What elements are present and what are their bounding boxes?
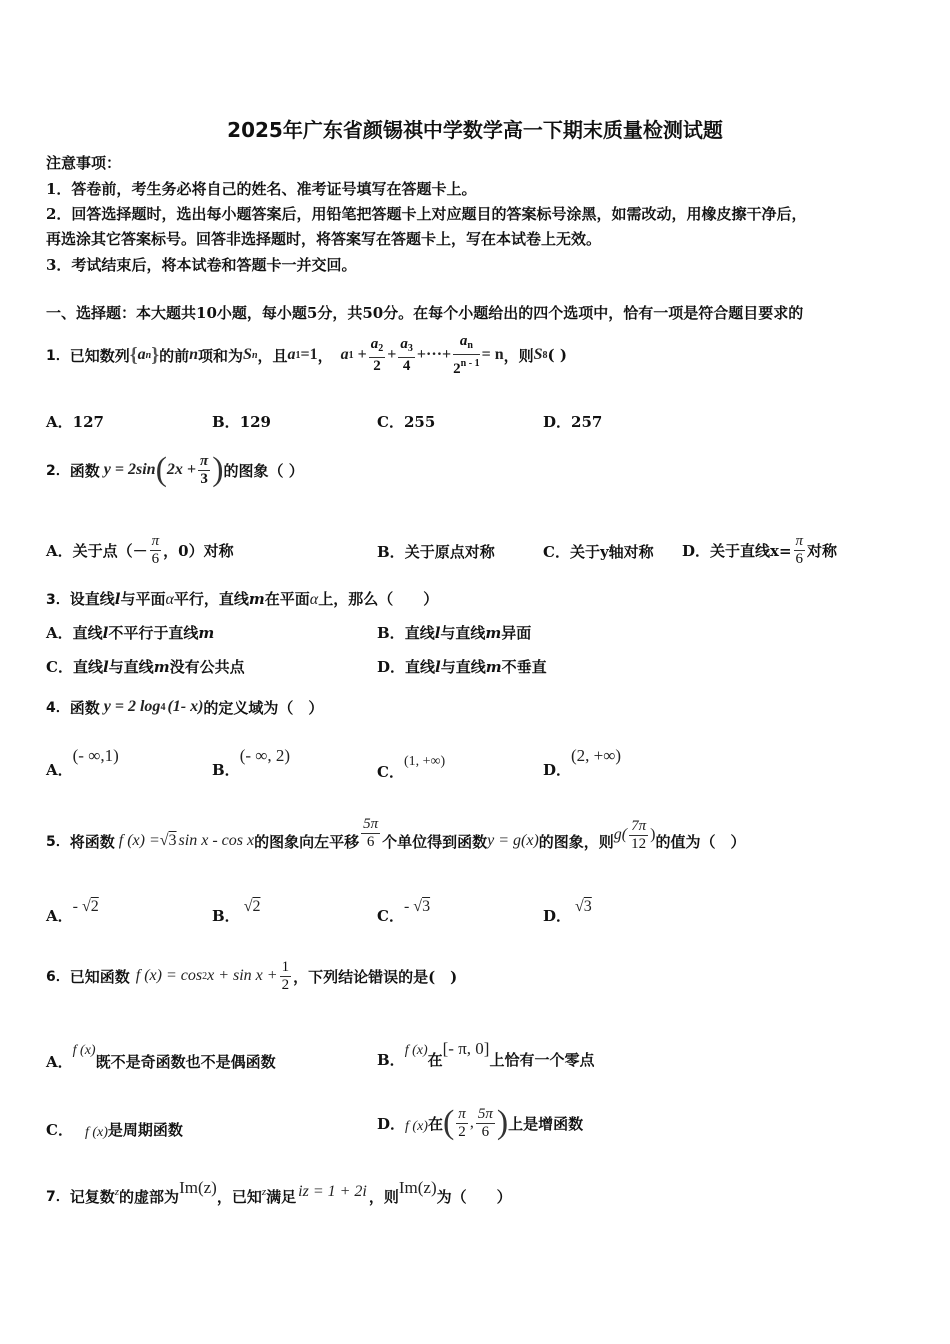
math-expr: y = 2sin bbox=[103, 461, 156, 478]
math-sub: 1 bbox=[348, 349, 354, 361]
q4-option-d: D．(2, +∞) bbox=[543, 746, 622, 779]
math-dots: +···+ bbox=[416, 346, 452, 363]
q6-option-d: D． f (x) 在 ( $\frac{\pi}{2}$ , $\frac{5\pi}{6}$ ) 上是增函数 bbox=[377, 1104, 584, 1141]
q1-answer-paren: ( ) bbox=[547, 346, 567, 364]
question-3: 3．设直线l与平面α平行，直线m在平面α上，那么（ ） bbox=[46, 590, 439, 608]
fraction: $\frac{a_3}{4}$ bbox=[400, 335, 413, 374]
q5-option-b: B． √2 bbox=[212, 898, 261, 925]
q3-option-b: B．直线l与直线m异面 bbox=[377, 624, 532, 642]
q3-option-c: C．直线l与直线m没有公共点 bbox=[46, 658, 245, 676]
q6-option-b: B． f (x) 在 [- π, 0] 上恰有一个零点 bbox=[377, 1039, 595, 1069]
brace-left: { bbox=[129, 343, 138, 366]
q1-option-b: B．129 bbox=[212, 413, 271, 431]
notice-item-3: 3．考试结束后，将本试卷和答题卡一并交回。 bbox=[46, 256, 357, 274]
math-S: S bbox=[243, 346, 252, 363]
math-eq: =1 bbox=[300, 346, 318, 363]
q1-text: ， bbox=[317, 346, 333, 365]
q1-option-d: D．257 bbox=[543, 413, 603, 431]
q4-option-c: C．(1, +∞) bbox=[377, 754, 446, 781]
question-number: 2． bbox=[46, 463, 70, 479]
q1-text: 项和为 bbox=[198, 346, 244, 365]
q1-text: ，则 bbox=[503, 346, 534, 365]
q2-text: 函数 bbox=[69, 461, 100, 480]
math-sub: n bbox=[251, 349, 258, 361]
notice-item-2-cont: 再选涂其它答案标号。回答非选择题时，将答案写在答题卡上，写在本试卷上无效。 bbox=[46, 230, 602, 248]
q5-option-d: D． √3 bbox=[543, 898, 592, 925]
q5-option-a: A．- √2 bbox=[46, 898, 99, 925]
brace-right: } bbox=[151, 343, 160, 366]
math-sub: 1 bbox=[295, 349, 301, 361]
fraction: $\frac{\pi}{3}$ bbox=[200, 452, 209, 487]
question-5: 5． 将函数 f (x) = √ 3 sin x - cos x 的图象向左平移 $\frac{5\pi}{6}$ 个单位得到函数 y = g(x) 的图象，则 g( $\frac{7\pi}{12}$ ) 的值为（ ） bbox=[46, 815, 746, 852]
q1-text: 的前 bbox=[159, 346, 190, 365]
math-a1: a bbox=[287, 346, 296, 363]
q1-option-c: C．255 bbox=[377, 413, 436, 431]
fraction: $\frac{a_n}{2^{n - 1}}$ bbox=[453, 332, 480, 377]
question-4: 4． 函数 y = 2 log 4 (1- x) 的定义域为（ ） bbox=[46, 698, 324, 717]
q3-option-d: D．直线l与直线m不垂直 bbox=[377, 658, 547, 676]
math-sub: n bbox=[145, 349, 152, 361]
q3-option-a: A．直线l不平行于直线m bbox=[46, 624, 215, 642]
math-a1: a bbox=[340, 346, 349, 363]
question-6: 6． 已知函数 f (x) = cos 2 x + sin x + $\frac{1}{2}$ ，下列结论错误的是( ) bbox=[46, 958, 458, 993]
q5-option-c: C．- √3 bbox=[377, 898, 431, 925]
q2-text: 的图象（ ） bbox=[223, 461, 304, 480]
q6-option-a: A． f (x) 既不是奇函数也不是偶函数 bbox=[46, 1043, 276, 1071]
notice-item-2: 2．回答选择题时，选出每小题答案后，用铅笔把答题卡上对应题目的答案标号涂黑，如需改动，用橡皮擦干净后， bbox=[46, 205, 807, 223]
section-heading: 一、选择题：本大题共10小题，每小题5分，共50分。在每个小题给出的四个选项中，恰有一项是符合题目要求的 bbox=[46, 304, 804, 322]
q2-option-d: D． 关于直线x= $\frac{\pi}{6}$ 对称 bbox=[682, 532, 838, 567]
q1-option-a: A．127 bbox=[46, 413, 104, 431]
fraction: $\frac{a_2}{2}$ bbox=[370, 335, 384, 374]
q1-text: 已知数列 bbox=[69, 346, 130, 365]
q1-text: ，且 bbox=[257, 346, 288, 365]
q2-option-b: B．关于原点对称 bbox=[377, 543, 495, 561]
math-eq-n: = n bbox=[481, 346, 504, 363]
math-S8: S bbox=[533, 346, 543, 363]
q6-option-c: C． f (x) 是周期函数 bbox=[46, 1120, 183, 1140]
question-1: 1． 已知数列 { a n } 的前 n 项和为 S n ，且 a 1 =1 ， a 1 + $\frac{a_2}{2}$ + $\frac{a_3}{4}$ +···+ $\frac{a_n}{2^{n - 1}}$ = n ，则 S 8 ( ) bbox=[46, 332, 567, 377]
page-title: 2025年广东省颜锡祺中学数学高一下期末质量检测试题 bbox=[227, 118, 723, 142]
q4-option-a: A．(- ∞,1) bbox=[46, 746, 119, 779]
notice-item-1: 1．答卷前，考生务必将自己的姓名、准考证号填写在答题卡上。 bbox=[46, 180, 477, 198]
question-7: 7． 记复数 z 的虚部为 Im(z) ，已知 z 满足 iz = 1 + 2i ，则 Im(z) 为（ ） bbox=[46, 1178, 512, 1206]
question-2: 2． 函数 y = 2sin ( 2x + $\frac{\pi}{3}$ ) 的图象（ ） bbox=[46, 451, 304, 488]
q2-option-a: A． 关于点（－ $\frac{\pi}{6}$ ，0）对称 bbox=[46, 532, 234, 567]
notice-heading: 注意事项： bbox=[46, 154, 122, 172]
q4-option-b: B．(- ∞, 2) bbox=[212, 746, 291, 779]
math-an: a bbox=[137, 346, 146, 363]
question-number: 1． bbox=[46, 348, 70, 364]
q2-option-c: C．关于y轴对称 bbox=[543, 543, 654, 561]
math-n: n bbox=[189, 346, 199, 363]
